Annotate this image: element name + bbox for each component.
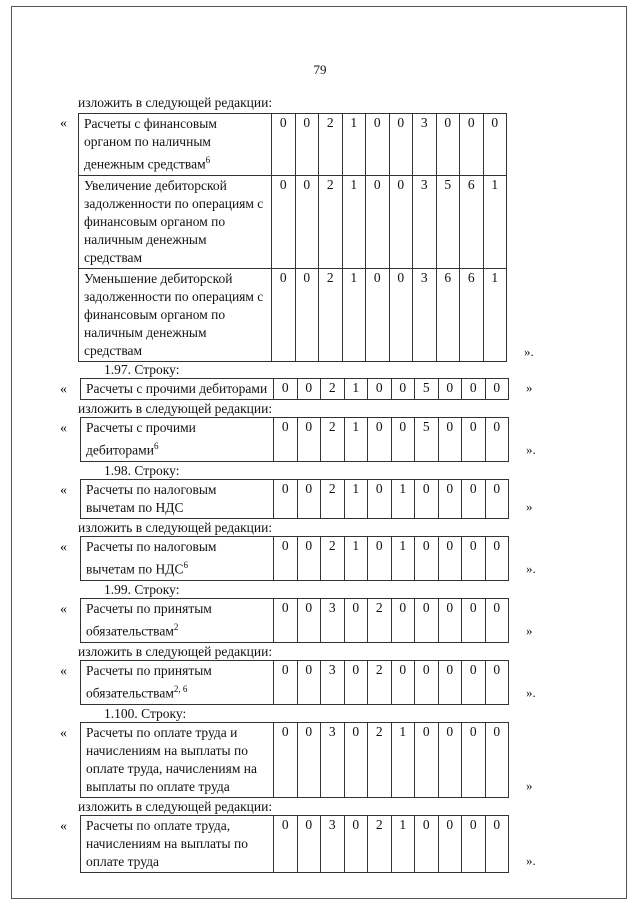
code-digit: 0 bbox=[272, 268, 296, 361]
close-quote: » bbox=[526, 623, 533, 638]
code-digit: 5 bbox=[415, 379, 439, 400]
code-digit: 0 bbox=[368, 418, 392, 462]
code-digit: 3 bbox=[321, 723, 345, 798]
code-digit: 2 bbox=[368, 816, 392, 873]
code-digit: 1 bbox=[344, 537, 368, 581]
account-label: Расчеты по оплате труда, начислениям на выплаты по оплате труда bbox=[86, 818, 248, 869]
table-row bbox=[81, 816, 509, 873]
open-quote: « bbox=[60, 421, 67, 436]
code-digit: 0 bbox=[391, 379, 415, 400]
replace-instruction: изложить в следующей редакции: bbox=[78, 644, 273, 659]
item-heading: 1.98. Строку: bbox=[104, 463, 180, 478]
code-digit: 0 bbox=[438, 480, 462, 519]
code-digit: 2 bbox=[368, 599, 392, 643]
code-digit: 6 bbox=[436, 268, 460, 361]
code-digit: 0 bbox=[274, 599, 298, 643]
code-digit: 1 bbox=[344, 418, 368, 462]
code-digit: 3 bbox=[413, 114, 437, 176]
code-table bbox=[80, 479, 509, 519]
code-digit: 0 bbox=[438, 379, 462, 400]
code-table bbox=[78, 113, 507, 362]
code-digit: 0 bbox=[462, 599, 486, 643]
code-digit: 0 bbox=[274, 723, 298, 798]
open-quote: « bbox=[60, 382, 67, 397]
code-table bbox=[80, 378, 509, 400]
table-row bbox=[79, 175, 507, 268]
code-digit: 1 bbox=[342, 114, 366, 176]
account-name bbox=[81, 723, 274, 798]
open-quote: « bbox=[60, 540, 67, 555]
code-digit: 0 bbox=[415, 480, 439, 519]
code-digit: 0 bbox=[438, 418, 462, 462]
code-digit: 0 bbox=[366, 114, 390, 176]
replace-instruction: изложить в следующей редакции: bbox=[78, 401, 273, 416]
code-digit: 0 bbox=[297, 537, 321, 581]
code-digit: 0 bbox=[485, 480, 509, 519]
code-digit: 0 bbox=[297, 723, 321, 798]
close-quote: » bbox=[526, 380, 533, 395]
replace-instruction: изложить в следующей редакции: bbox=[78, 799, 273, 814]
code-digit: 0 bbox=[274, 661, 298, 705]
code-digit: 1 bbox=[391, 537, 415, 581]
account-name bbox=[81, 599, 274, 643]
code-digit: 3 bbox=[413, 175, 437, 268]
code-table bbox=[80, 417, 509, 462]
table-row bbox=[81, 480, 509, 519]
close-quote: » bbox=[526, 499, 533, 514]
close-quote: ». bbox=[526, 561, 536, 576]
close-quote: » bbox=[526, 778, 533, 793]
code-digit: 2 bbox=[368, 661, 392, 705]
code-table bbox=[80, 722, 509, 798]
code-table bbox=[80, 815, 509, 873]
code-digit: 0 bbox=[297, 661, 321, 705]
code-digit: 2 bbox=[321, 379, 345, 400]
replace-instruction: изложить в следующей редакции: bbox=[78, 95, 273, 110]
code-digit: 1 bbox=[344, 480, 368, 519]
close-quote: ». bbox=[526, 853, 536, 868]
account-label: Увеличение дебиторской задолженности по операциям с финансовым органом по наличным денежным средствам bbox=[84, 177, 264, 265]
page-number: 79 bbox=[313, 62, 327, 77]
code-digit: 0 bbox=[391, 599, 415, 643]
code-digit: 0 bbox=[415, 661, 439, 705]
table-row bbox=[81, 723, 509, 798]
item-heading: 1.99. Строку: bbox=[104, 582, 180, 597]
account-name bbox=[81, 661, 274, 705]
account-name bbox=[81, 379, 274, 400]
code-digit: 1 bbox=[483, 175, 507, 268]
code-digit: 1 bbox=[391, 480, 415, 519]
code-digit: 0 bbox=[297, 418, 321, 462]
code-digit: 0 bbox=[344, 723, 368, 798]
code-digit: 0 bbox=[438, 599, 462, 643]
code-digit: 3 bbox=[321, 816, 345, 873]
code-digit: 3 bbox=[321, 599, 345, 643]
table-row bbox=[81, 379, 509, 400]
code-digit: 0 bbox=[389, 268, 413, 361]
code-digit: 0 bbox=[274, 418, 298, 462]
code-digit: 6 bbox=[460, 175, 484, 268]
table-row bbox=[81, 418, 509, 462]
code-digit: 0 bbox=[462, 379, 486, 400]
open-quote: « bbox=[60, 116, 67, 131]
code-digit: 1 bbox=[391, 723, 415, 798]
code-digit: 6 bbox=[460, 268, 484, 361]
code-digit: 0 bbox=[485, 379, 509, 400]
code-digit: 0 bbox=[460, 114, 484, 176]
code-digit: 1 bbox=[391, 816, 415, 873]
code-digit: 0 bbox=[415, 599, 439, 643]
code-digit: 2 bbox=[321, 480, 345, 519]
code-digit: 0 bbox=[366, 268, 390, 361]
code-digit: 0 bbox=[274, 816, 298, 873]
code-digit: 2 bbox=[319, 114, 343, 176]
code-digit: 0 bbox=[436, 114, 460, 176]
code-digit: 0 bbox=[297, 599, 321, 643]
code-digit: 0 bbox=[274, 379, 298, 400]
table-row bbox=[81, 661, 509, 705]
code-digit: 3 bbox=[321, 661, 345, 705]
code-digit: 0 bbox=[366, 175, 390, 268]
code-digit: 0 bbox=[462, 816, 486, 873]
account-label: Расчеты по принятым обязательствам bbox=[86, 601, 212, 639]
code-digit: 0 bbox=[297, 379, 321, 400]
open-quote: « bbox=[60, 726, 67, 741]
code-digit: 1 bbox=[342, 175, 366, 268]
code-digit: 2 bbox=[321, 418, 345, 462]
code-digit: 0 bbox=[415, 816, 439, 873]
code-digit: 0 bbox=[438, 661, 462, 705]
code-digit: 1 bbox=[342, 268, 366, 361]
code-table bbox=[80, 598, 509, 643]
code-digit: 0 bbox=[389, 114, 413, 176]
code-digit: 0 bbox=[415, 537, 439, 581]
footnote-ref: 2, 6 bbox=[173, 684, 188, 694]
code-digit: 0 bbox=[297, 480, 321, 519]
code-digit: 0 bbox=[391, 661, 415, 705]
open-quote: « bbox=[60, 664, 67, 679]
code-digit: 0 bbox=[295, 268, 319, 361]
footnote-ref: 2 bbox=[173, 622, 179, 632]
account-name bbox=[79, 175, 272, 268]
account-name bbox=[81, 418, 274, 462]
code-digit: 2 bbox=[321, 537, 345, 581]
account-name bbox=[81, 537, 274, 581]
item-heading: 1.100. Строку: bbox=[104, 706, 187, 721]
replace-instruction: изложить в следующей редакции: bbox=[78, 520, 273, 535]
table-row bbox=[79, 268, 507, 361]
close-quote: ». bbox=[526, 685, 536, 700]
code-digit: 0 bbox=[274, 480, 298, 519]
account-label: Уменьшение дебиторской задолженности по операциям с финансовым органом по наличным денежным средствам bbox=[84, 270, 264, 358]
code-digit: 0 bbox=[295, 175, 319, 268]
item-heading: 1.97. Строку: bbox=[104, 362, 180, 377]
account-label: Расчеты с прочими дебиторами bbox=[86, 420, 196, 458]
account-label: Расчеты по налоговым вычетам по НДС bbox=[86, 539, 217, 577]
code-digit: 2 bbox=[319, 175, 343, 268]
code-digit: 0 bbox=[462, 723, 486, 798]
code-digit: 0 bbox=[389, 175, 413, 268]
code-digit: 0 bbox=[485, 723, 509, 798]
code-digit: 0 bbox=[438, 723, 462, 798]
code-digit: 0 bbox=[485, 816, 509, 873]
account-name bbox=[81, 816, 274, 873]
code-digit: 0 bbox=[272, 175, 296, 268]
account-label: Расчеты по оплате труда и начислениям на выплаты по оплате труда, начислениям на выплаты по оплате труда bbox=[86, 725, 257, 794]
code-digit: 0 bbox=[344, 661, 368, 705]
code-digit: 0 bbox=[462, 661, 486, 705]
code-digit: 0 bbox=[297, 816, 321, 873]
code-digit: 0 bbox=[438, 537, 462, 581]
open-quote: « bbox=[60, 483, 67, 498]
code-digit: 2 bbox=[368, 723, 392, 798]
code-digit: 0 bbox=[272, 114, 296, 176]
close-quote: ». bbox=[526, 442, 536, 457]
code-digit: 0 bbox=[274, 537, 298, 581]
account-name bbox=[79, 268, 272, 361]
code-digit: 0 bbox=[483, 114, 507, 176]
code-digit: 3 bbox=[413, 268, 437, 361]
code-digit: 0 bbox=[438, 816, 462, 873]
code-digit: 1 bbox=[344, 379, 368, 400]
code-digit: 2 bbox=[319, 268, 343, 361]
table-row bbox=[81, 599, 509, 643]
table-row bbox=[79, 114, 507, 176]
account-name bbox=[79, 114, 272, 176]
table-row bbox=[81, 537, 509, 581]
account-label: Расчеты по принятым обязательствам bbox=[86, 663, 212, 701]
code-digit: 0 bbox=[415, 723, 439, 798]
code-digit: 0 bbox=[295, 114, 319, 176]
account-label: Расчеты с финансовым органом по наличным денежным средствам bbox=[84, 116, 217, 172]
code-table bbox=[80, 536, 509, 581]
code-digit: 0 bbox=[485, 661, 509, 705]
code-digit: 5 bbox=[436, 175, 460, 268]
code-digit: 0 bbox=[344, 816, 368, 873]
code-digit: 0 bbox=[391, 418, 415, 462]
code-table bbox=[80, 660, 509, 705]
code-digit: 0 bbox=[368, 537, 392, 581]
code-digit: 0 bbox=[368, 379, 392, 400]
account-name bbox=[81, 480, 274, 519]
code-digit: 0 bbox=[462, 418, 486, 462]
footnote-ref: 6 bbox=[153, 441, 159, 451]
code-digit: 0 bbox=[462, 480, 486, 519]
code-digit: 0 bbox=[462, 537, 486, 581]
open-quote: « bbox=[60, 819, 67, 834]
footnote-ref: 6 bbox=[183, 560, 189, 570]
code-digit: 5 bbox=[415, 418, 439, 462]
code-digit: 0 bbox=[485, 418, 509, 462]
code-digit: 0 bbox=[485, 599, 509, 643]
open-quote: « bbox=[60, 602, 67, 617]
code-digit: 0 bbox=[368, 480, 392, 519]
account-label: Расчеты с прочими дебиторами bbox=[86, 381, 268, 396]
close-quote: ». bbox=[524, 344, 534, 359]
footnote-ref: 6 bbox=[205, 155, 211, 165]
account-label: Расчеты по налоговым вычетам по НДС bbox=[86, 482, 217, 515]
code-digit: 0 bbox=[485, 537, 509, 581]
code-digit: 0 bbox=[344, 599, 368, 643]
code-digit: 1 bbox=[483, 268, 507, 361]
